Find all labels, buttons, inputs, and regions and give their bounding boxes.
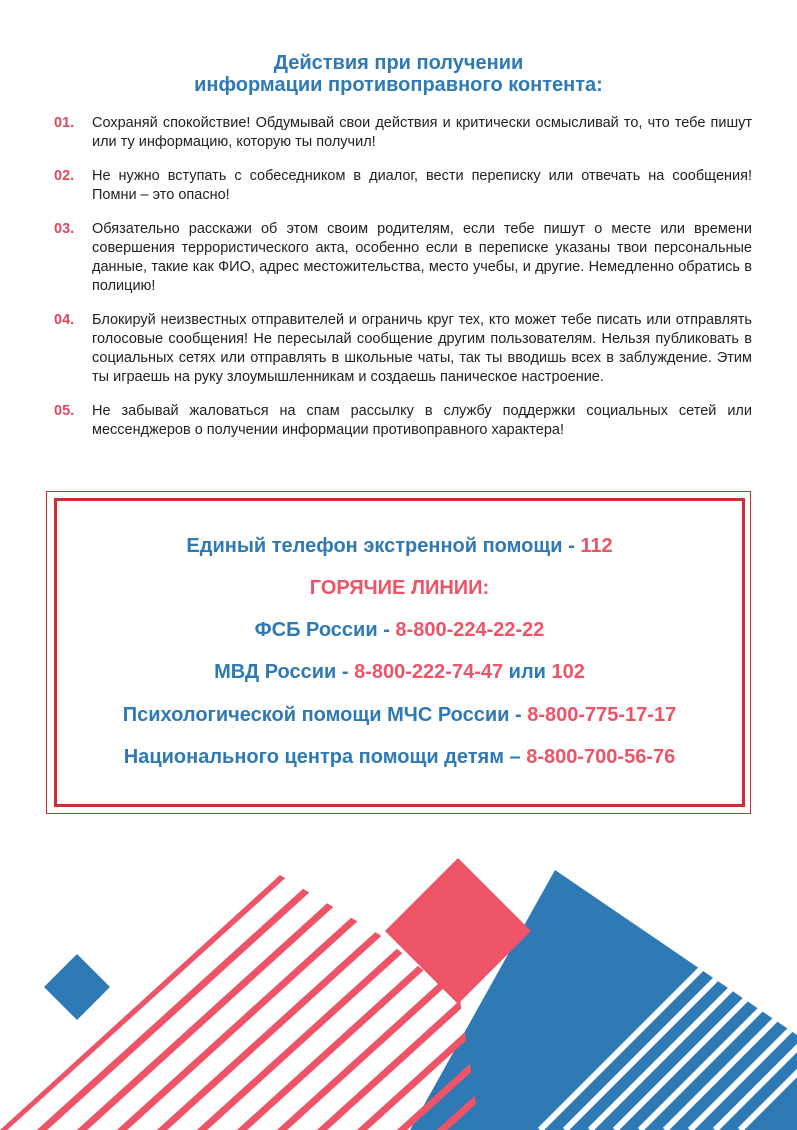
- emergency-label: Единый телефон экстренной помощи -: [186, 535, 581, 557]
- emergency-number: 112: [580, 535, 613, 557]
- item-text: Обязательно расскажи об этом своим родителям, если тебе пишут о месте или времени совершения террористического акта, особенно если в переписке указаны твои персональные данные, такие как ФИО, адрес местожительства, место учебы, и другие. Немедленно обратись в полицию!: [92, 221, 752, 294]
- mchs-number: 8-800-775-17-17: [527, 704, 677, 726]
- blue-diamond: [44, 954, 110, 1020]
- mchs-label: Психологической помощи МЧС России -: [122, 704, 528, 726]
- item-number: 01.: [54, 115, 75, 131]
- item-text: Сохраняй спокойствие! Обдумывай свои действия и критически осмысливай то, что тебе пишут или ту информацию, которую ты получил!: [92, 115, 752, 150]
- mvd-number: 8-800-222-74-47: [354, 661, 504, 683]
- item-text: Не забывай жаловаться на спам рассылку в службу поддержки социальных сетей или мессенджеров о получении информации противоправного характера!: [92, 403, 752, 438]
- fsb-label: ФСБ России -: [254, 619, 396, 641]
- hotlines-heading-text: ГОРЯЧИЕ ЛИНИИ:: [309, 577, 490, 599]
- page-title-line-1: Действия при получении: [273, 52, 524, 74]
- item-number: 05.: [54, 403, 75, 419]
- mvd-short-number: 102: [551, 661, 585, 683]
- item-text: Блокируй неизвестных отправителей и ограничь круг тех, кто может тебе писать или отправлять голосовые сообщения! Не пересылай сообщение другим пользователям. Нельзя публиковать в социальных сетях или отправлять в школьные чаты, так ты вводишь всех в заблуждение. Этим ты играешь на руку злоумышленникам и создаешь паническое настроение.: [92, 312, 752, 385]
- fsb-number: 8-800-224-22-22: [395, 619, 545, 641]
- page-title-line-2: информации противоправного контента:: [194, 74, 603, 96]
- item-text: Не нужно вступать с собеседником в диалог, вести переписку или отвечать на сообщения! Помни – это опасно!: [92, 168, 752, 203]
- mvd-label: МВД России -: [214, 661, 355, 683]
- mvd-or: или: [503, 661, 552, 683]
- item-number: 02.: [54, 168, 75, 184]
- children-label: Национального центра помощи детям –: [123, 746, 527, 768]
- children-number: 8-800-700-56-76: [526, 746, 676, 768]
- item-number: 03.: [54, 221, 75, 237]
- item-number: 04.: [54, 312, 75, 328]
